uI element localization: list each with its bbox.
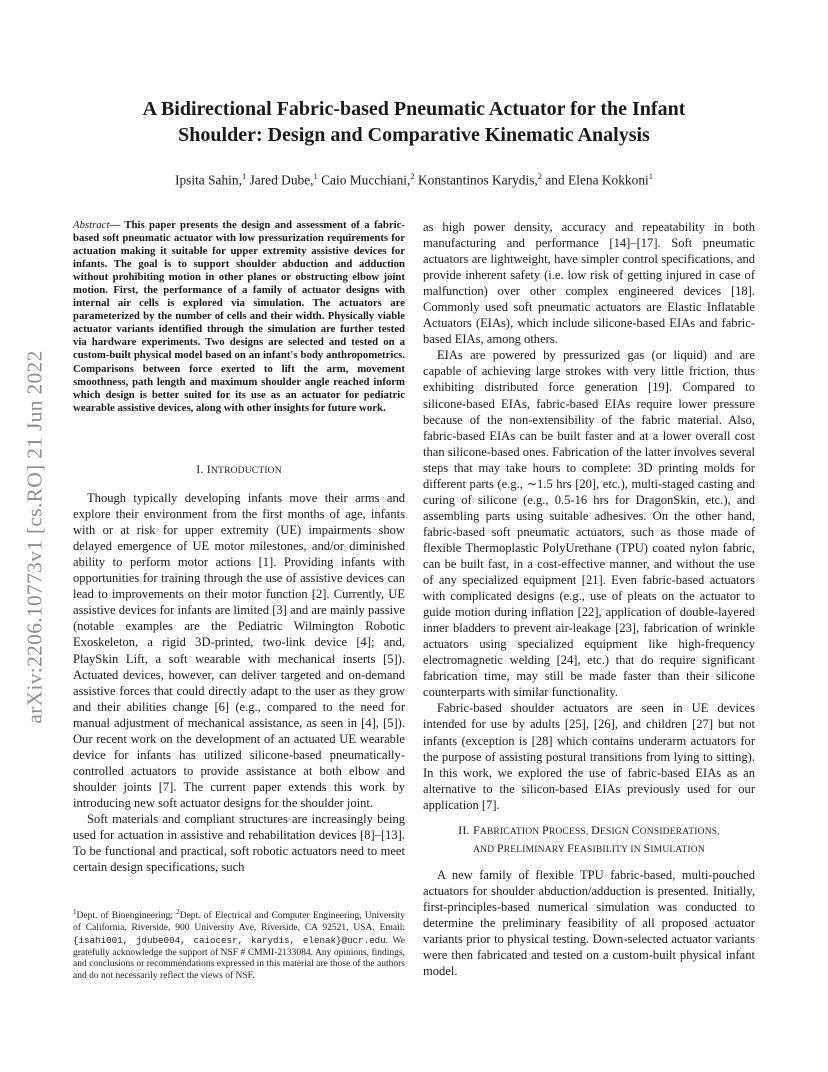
body-paragraph: A new family of flexible TPU fabric-based, multi-pouched actuators for shoulder abduction/adduction is presented. Initially, first-principles-based numerical simulation was conducted to determine the preliminary feasibility of all proposed actuator variants prior to physical testing. Down-selected actuator variants were then fabricated and tested on a custom-built physical infant model. — [423, 867, 755, 979]
abstract-text: — This paper presents the design and assessment of a fabric-based soft pneumatic actuator with low pressurization requirements for actuation making it suitable for upper extremity assistive devices for infants. The goal is to support shoulder abduction and adduction without prohibiting motion in other planes or obstructing elbow joint motion. First, the performance of a family of actuator designs with internal air cells is explored via simulation. The actuators are parameterized by the number of cells and their width. Physically viable actuator variants identified through the simulation are further tested via hardware experiments. Two designs are selected and tested on a custom-built physical model based on an infant's body anthropometrics. Comparisons between force exerted to lift the arm, movement smoothness, path length and maximum shoulder angle reached inform which design is better suited for its use as an actuator for pediatric wearable assistive devices, along with other insights for future work. — [73, 219, 405, 414]
author-name: Konstantinos Karydis, — [417, 172, 538, 188]
author-name: Caio Mucchiani, — [321, 172, 411, 188]
author-name: Ipsita Sahin, — [175, 172, 242, 188]
abstract — [73, 219, 405, 415]
left-column — [73, 461, 405, 875]
intro-paragraph-2: Soft materials and compliant structures are increasingly being used for actuation in assistive and rehabilitation devices [8]–[13]. To be functional and practical, soft robotic actuators need to meet certain design specifications, such — [73, 811, 405, 875]
title-line-1: A Bidirectional Fabric-based Pneumatic Actuator for the Infant — [142, 98, 686, 120]
email-addresses: {isahi001, jdube004, caiocesr, karydis, elenak}@ucr.edu — [73, 934, 386, 946]
section-heading-introduction: I. INTRODUCTION — [196, 462, 282, 476]
title-line-2: Shoulder: Design and Comparative Kinematic Analysis — [178, 124, 650, 146]
affiliation-footnote: $^1$Dept. of Bioengineering; $^2$Dept. of Electrical and Computer Engineering, University of California, Riverside, 900 University Ave, Riverside, CA 92521, USA. Email:{isahi001, jdube004, caiocesr, karydis, elenak}@ucr.edu. We gratefully acknowledge the support of NSF # CMMI-2133084. Any opinions, findings, and conclusions or recommendations expressed in this material are those of the authors and do not necessarily reflect the views of NSF. — [73, 908, 405, 982]
affiliation-mark: 2 — [537, 171, 542, 181]
right-column — [423, 219, 755, 979]
intro-paragraph-1: Though typically developing infants move their arms and explore their environment from the first months of age, infants with or at risk for upper extremity (UE) impairments show delayed emergence of UE motor milestones, and/or diminished ability to perform motor actions [1]. Providing infants with opportunities for training through the use of assistive devices can lead to improvements on their motor function [2]. Currently, UE assistive devices for infants are limited [3] and are mainly passive (notable examples are the Pediatric Wilmington Robotic Exoskeleton, a rigid 3D-printed, two-link device [4]; and, PlaySkin Lift, a soft wearable with mechanical inserts [5]). Actuated devices, however, can deliver targeted and on-demand assistive forces that could directly adapt to the user as they grow and their abilities change [6] (e.g., compared to the need for manual adjustment of mechanical assistance, as seen in [4], [5]). Our recent work on the development of an actuated UE wearable device for infants has utilized silicone-based pneumatically-controlled actuators to provide assistance at both elbow and shoulder joints [7]. The current paper extends this work by introducing new soft actuator designs for the shoulder joint. — [73, 491, 405, 810]
arxiv-stamp — [20, 287, 50, 787]
author-name: and Elena Kokkoni — [545, 172, 649, 188]
section-heading-fabrication: II. FABRICATION PROCESS, DESIGN CONSIDERATIONS, AND PRELIMINARY FEASIBILITY IN SIMULATION — [458, 822, 720, 855]
paper-title — [90, 96, 738, 148]
affiliation-mark: 1 — [241, 171, 247, 181]
affiliation-mark: 1 — [313, 171, 318, 181]
abstract-label: Abstract — [73, 219, 110, 231]
author-name: Jared Dube, — [249, 172, 314, 188]
author-list — [90, 171, 738, 188]
affiliation-mark: 1 — [648, 171, 653, 181]
affiliation-mark: 2 — [410, 171, 415, 181]
body-paragraph: as high power density, accuracy and repeatability in both manufacturing and performance [14]–[17]. Soft pneumatic actuators are lightweight, have simpler control specifications, and provide inherent safety (i.e. low risk of getting injured in case of malfunction) over other complex engineered devices [18]. Commonly used soft pneumatic actuators are Elastic Inflatable Actuators (EIAs), which include silicone-based EIAs and fabric-based EIAs, among others. — [423, 220, 755, 347]
body-paragraph: Fabric-based shoulder actuators are seen in UE devices intended for use by adults [25], [26], and children [27] but not infants (exception is [28] which contains underarm actuators for the purpose of assisting postural transitions from lying to sitting). In this work, we explored the use of fabric-based EIAs as an alternative to the silicon-based EIAs previously used for our application [7]. — [423, 701, 755, 812]
body-paragraph: EIAs are powered by pressurized gas (or liquid) and are capable of achieving large strokes with very little friction, thus exhibiting distributed force generation [19]. Compared to silicone-based EIAs, fabric-based EIAs require lower pressure because of the non-extensibility of the fabric material. Also, fabric-based EIAs can be built faster and at a lower overall cost than silicone-based ones. Fabrication of the latter involves several steps that may take hours to complete: 3D printing molds for different parts (e.g., ∼1.5 hrs [20], etc.), multi-staged casting and curing of silicone (e.g., 0.5-16 hrs for DragonSkin, etc.), and assembling parts using suitable adhesives. On the other hand, fabric-based soft pneumatic actuators, such as those made of flexible Thermoplastic PolyUrethane (TPU) coated nylon fabric, can be built fast, in a cost-effective manner, and without the use of any specialized equipment [21]. Even fabric-based actuators with complicated designs (e.g., use of pleats on the actuator to guide motion during inflation [22], application of double-layered inner bladders to prevent air-leakage [23], fabrication of wrinkle actuators using specialized equipment like high-frequency electromagnetic welding [24], etc.) that do require significant fabrication time, may still be made faster than their silicone counterparts with similar functionality. — [423, 348, 755, 700]
arxiv-identifier: arXiv:2206.10773v1 [cs.RO] 21 Jun 2022 — [22, 350, 47, 724]
